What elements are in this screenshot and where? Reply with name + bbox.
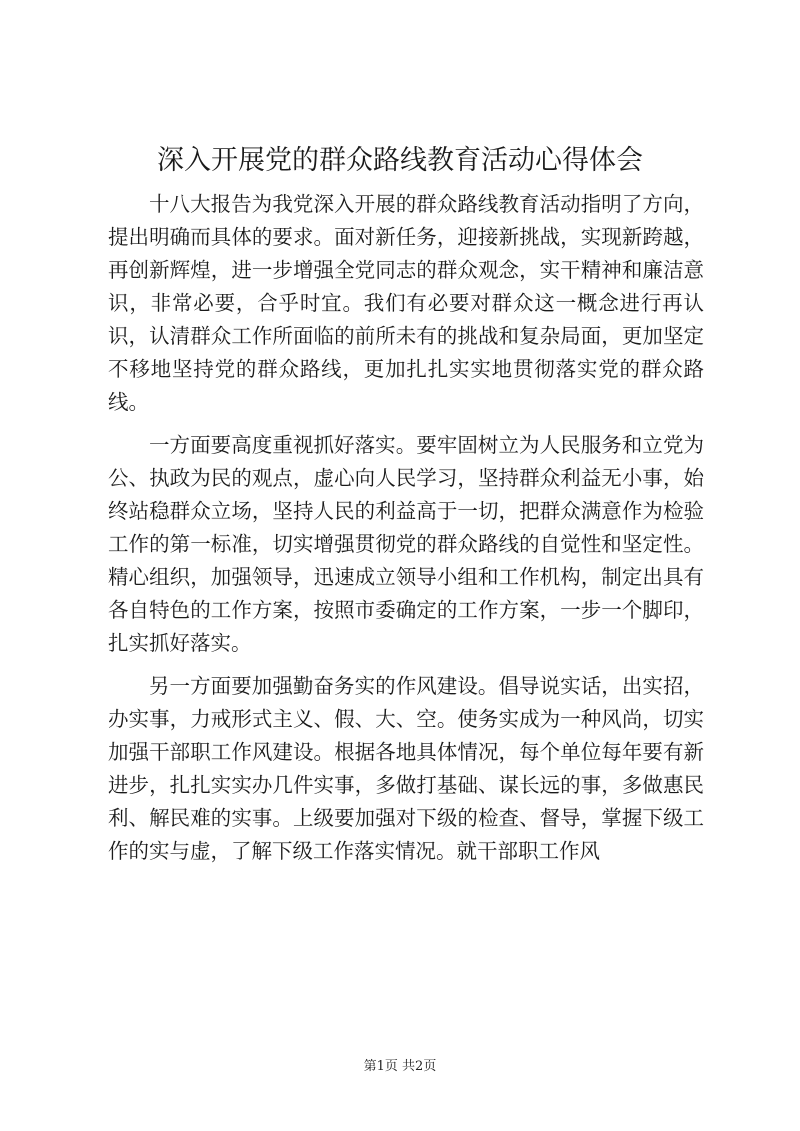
document-title: 深入开展党的群众路线教育活动心得体会	[157, 145, 643, 176]
paragraph-3: 另一方面要加强勤奋务实的作风建设。倡导说实话，出实招，办实事，力戒形式主义、假、大、空。使务实成为一种风尚，切实加强干部职工作风建设。根据各地具体情况，每个单位每年要有新进步，扎扎实实办几件实事，多做打基础、谋长远的事，多做惠民利、解民难的实事。上级要加强对下级的检查、督导，掌握下级工作的实与虚，了解下级工作落实情况。就干部职工作风	[108, 674, 704, 863]
page-footer: 第1页 共2页	[363, 1059, 437, 1074]
document-body	[108, 188, 704, 878]
paragraph-2: 一方面要高度重视抓好落实。要牢固树立为人民服务和立党为公、执政为民的观点，虚心向人民学习，坚持群众利益无小事，始终站稳群众立场，坚持人民的利益高于一切，把群众满意作为检验工作的第一标准，切实增强贯彻党的群众路线的自觉性和坚定性。精心组织，加强领导，迅速成立领导小组和工作机构，制定出具有各自特色的工作方案，按照市委确定的工作方案，一步一个脚印，扎实抓好落实。	[108, 433, 704, 655]
paragraph-1: 十八大报告为我党深入开展的群众路线教育活动指明了方向，提出明确而具体的要求。面对新任务，迎接新挑战，实现新跨越，再创新辉煌，进一步增强全党同志的群众观念，实干精神和廉洁意识，非常必要，合乎时宜。我们有必要对群众这一概念进行再认识，认清群众工作所面临的前所未有的挑战和复杂局面，更加坚定不移地坚持党的群众路线，更加扎扎实实地贯彻落实党的群众路线。	[108, 192, 704, 414]
